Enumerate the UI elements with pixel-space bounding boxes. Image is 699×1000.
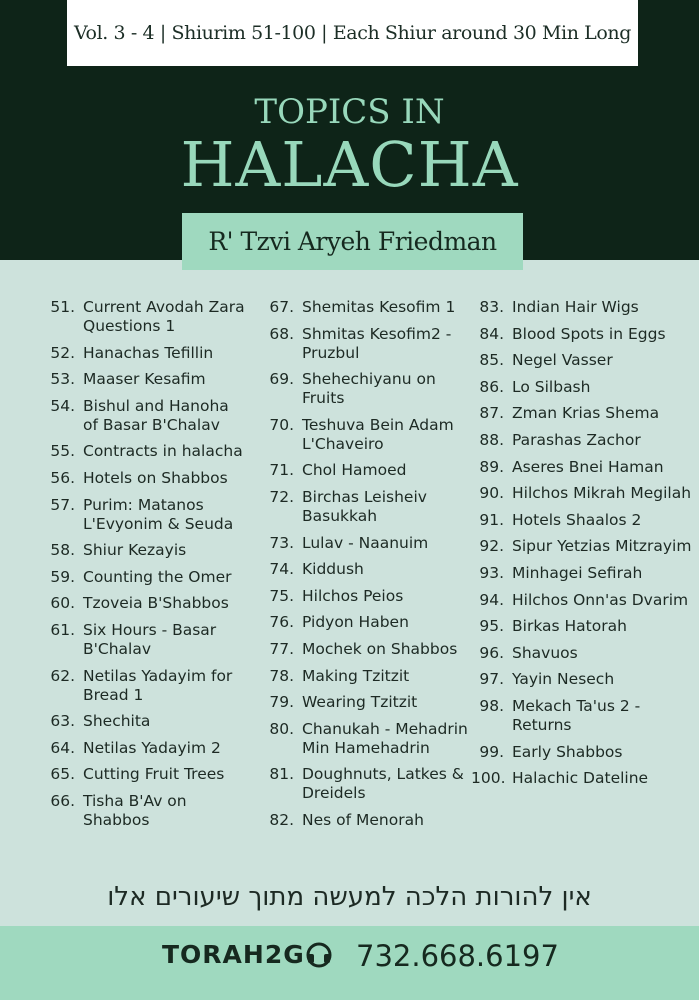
topic-title: Aseres Bnei Haman [512,457,664,476]
topic-item [251,693,471,712]
topic-item [251,534,471,553]
topic-number: 96. [479,643,504,662]
topic-item [471,670,696,689]
topic-item [32,568,247,587]
topic-number: 91. [479,510,504,529]
topic-title: Wearing Tzitzit [302,693,418,712]
topic-item [32,298,247,336]
topic-title: Kiddush [302,560,364,579]
topic-item [32,442,247,461]
topic-number: 80. [269,719,294,738]
topic-title: Zman Krias Shema [512,404,660,423]
topic-number: 95. [479,617,504,636]
topic-title: Hanachas Tefillin [83,343,214,362]
topic-title: Mekach Ta'us 2 - Returns [512,696,641,734]
topic-number: 85. [479,351,504,370]
topic-column-1 [32,298,247,838]
topic-number: 64. [50,738,75,757]
topic-title: Shiur Kezayis [83,541,187,560]
topic-number: 88. [479,430,504,449]
topic-item [471,511,696,530]
topic-number: 51. [50,298,75,316]
topic-number: 68. [269,324,294,343]
topic-number: 61. [50,620,75,639]
topic-number: 87. [479,404,504,423]
topic-title: Mochek on Shabbos [302,639,458,658]
topic-title: Purim: Matanos L'Evyonim & Seuda [83,495,234,533]
topic-item [251,461,471,480]
topic-title: Teshuva Bein Adam L'Chaveiro [302,415,454,453]
topic-title: Netilas Yadayim for Bread 1 [83,666,233,704]
topic-item [251,613,471,632]
topic-number: 78. [269,666,294,685]
topic-title: Shmitas Kesofim2 - Pruzbul [302,324,452,362]
topic-title: Birkas Hatorah [512,617,627,636]
topic-number: 72. [269,487,294,506]
topic-item [251,667,471,686]
topic-number: 92. [479,537,504,556]
topic-title: Minhagei Sefirah [512,563,643,582]
topic-item [251,720,471,758]
volume-banner [67,0,638,66]
topic-item [251,587,471,606]
topic-number: 79. [269,693,294,712]
topic-title: Negel Vasser [512,351,613,370]
topic-number: 77. [269,639,294,658]
topic-number: 100. [471,769,506,788]
topic-title: Doughnuts, Latkes & Dreidels [302,765,464,803]
topic-item [471,564,696,583]
topic-item [471,351,696,370]
topic-number: 75. [269,586,294,605]
topic-number: 94. [479,590,504,609]
topic-item [251,298,471,317]
topic-title: Lulav - Naanuim [302,533,429,552]
topic-number: 58. [50,541,75,560]
topic-item [32,667,247,705]
topic-number: 71. [269,461,294,480]
topic-number: 83. [479,298,504,316]
topic-item [32,370,247,389]
topic-title: Hotels Shaalos 2 [512,510,642,529]
topic-item [471,404,696,423]
topic-title: Parashas Zachor [512,430,641,449]
topic-number: 63. [50,712,75,731]
topic-title: Birchas Leisheiv Basukkah [302,487,427,525]
title-line-2: HALACHA [180,128,519,201]
topic-item [32,621,247,659]
topic-item [32,712,247,731]
topic-title: Shehechiyanu on Fruits [302,370,436,408]
topic-title: Shechita [83,712,151,731]
topic-item [471,743,696,762]
topic-number: 66. [50,791,75,810]
volume-line: Vol. 3 - 4 | Shiurim 51-100 | Each Shiur around 30 Min Long [73,22,632,44]
topic-item [471,617,696,636]
topic-item [471,458,696,477]
topic-item [251,370,471,408]
topic-number: 54. [50,396,75,415]
topic-title: Chanukah - Mehadrin Min Hamehadrin [302,719,468,757]
topic-item [251,325,471,363]
topic-number: 99. [479,742,504,761]
topic-number: 52. [50,343,75,362]
topic-title: Hotels on Shabbos [83,468,228,487]
topic-number: 59. [50,567,75,586]
topic-title: Nes of Menorah [302,810,424,829]
topic-number: 60. [50,594,75,613]
topic-item [471,298,696,317]
topic-item [251,765,471,803]
topic-title: Tzoveia B'Shabbos [83,594,229,613]
topic-number: 53. [50,370,75,389]
topic-title: Sipur Yetzias Mitzrayim [512,537,692,556]
topic-number: 57. [50,495,75,514]
topic-item [32,739,247,758]
topic-title: Early Shabbos [512,742,623,761]
title-line-1: TOPICS IN [254,92,445,132]
topic-title: Making Tzitzit [302,666,410,685]
topic-number: 86. [479,377,504,396]
topic-title: Lo Silbash [512,377,591,396]
topic-number: 69. [269,370,294,389]
topic-title: Shavuos [512,643,578,662]
topic-item [471,431,696,450]
topic-column-3 [471,298,696,796]
topic-number: 97. [479,670,504,689]
logo-text-2g: 2G [264,940,305,969]
topic-number: 55. [50,442,75,461]
logo-text-torah: TORAH [162,940,265,969]
topic-title: Yayin Nesech [512,670,615,689]
topic-item [32,397,247,435]
topic-item [32,594,247,613]
topic-title: Cutting Fruit Trees [83,765,225,784]
headphones-icon [306,942,332,968]
hebrew-disclaimer: אין להורות הלכה למעשה מתוך שיעורים אלו [107,882,592,912]
topic-item [251,416,471,454]
topic-title: Netilas Yadayim 2 [83,738,221,757]
topic-number: 82. [269,810,294,829]
topic-number: 73. [269,533,294,552]
topic-title: Shemitas Kesofim 1 [302,298,456,316]
topic-title: Tisha B'Av on Shabbos [83,791,187,829]
topic-title: Six Hours - Basar B'Chalav [83,620,217,658]
topic-number: 89. [479,457,504,476]
topic-title: Hilchos Mikrah Megilah [512,484,692,503]
footer-bar [0,926,699,1000]
topic-item [471,484,696,503]
topic-title: Indian Hair Wigs [512,298,639,316]
topic-item [251,560,471,579]
topic-number: 65. [50,765,75,784]
topic-item [32,541,247,560]
topic-number: 74. [269,560,294,579]
topic-number: 98. [479,696,504,715]
topic-item [251,811,471,830]
topic-number: 76. [269,613,294,632]
topic-title: Pidyon Haben [302,613,409,632]
topic-title: Halachic Dateline [512,769,649,788]
topic-number: 93. [479,563,504,582]
topic-number: 70. [269,415,294,434]
topic-title: Hilchos Peios [302,586,404,605]
topic-number: 84. [479,324,504,343]
topic-item [471,325,696,344]
topic-number: 56. [50,468,75,487]
topic-item [32,765,247,784]
author-banner [182,213,523,270]
topic-item [32,496,247,534]
topic-item [251,640,471,659]
topic-title: Contracts in halacha [83,442,243,461]
author-name: R' Tzvi Aryeh Friedman [208,227,497,256]
topic-item [471,378,696,397]
topic-column-2 [251,298,471,838]
topic-number: 90. [479,484,504,503]
topic-item [471,644,696,663]
topic-number: 67. [269,298,294,316]
topic-title: Current Avodah Zara Questions 1 [83,298,245,335]
topic-title: Chol Hamoed [302,461,407,480]
topic-title: Bishul and Hanoha of Basar B'Chalav [83,396,229,434]
topic-item [471,769,696,788]
topic-title: Maaser Kesafim [83,370,206,389]
topic-number: 62. [50,666,75,685]
torah2go-logo [162,940,333,969]
topic-number: 81. [269,765,294,784]
topic-item [471,537,696,556]
phone-number: 732.668.6197 [356,939,559,973]
topic-item [471,591,696,610]
topic-title: Blood Spots in Eggs [512,324,666,343]
topic-item [32,792,247,830]
topic-item [32,344,247,363]
topic-title: Counting the Omer [83,567,232,586]
topic-title: Hilchos Onn'as Dvarim [512,590,689,609]
topic-item [251,488,471,526]
topic-item [471,697,696,735]
topic-item [32,469,247,488]
